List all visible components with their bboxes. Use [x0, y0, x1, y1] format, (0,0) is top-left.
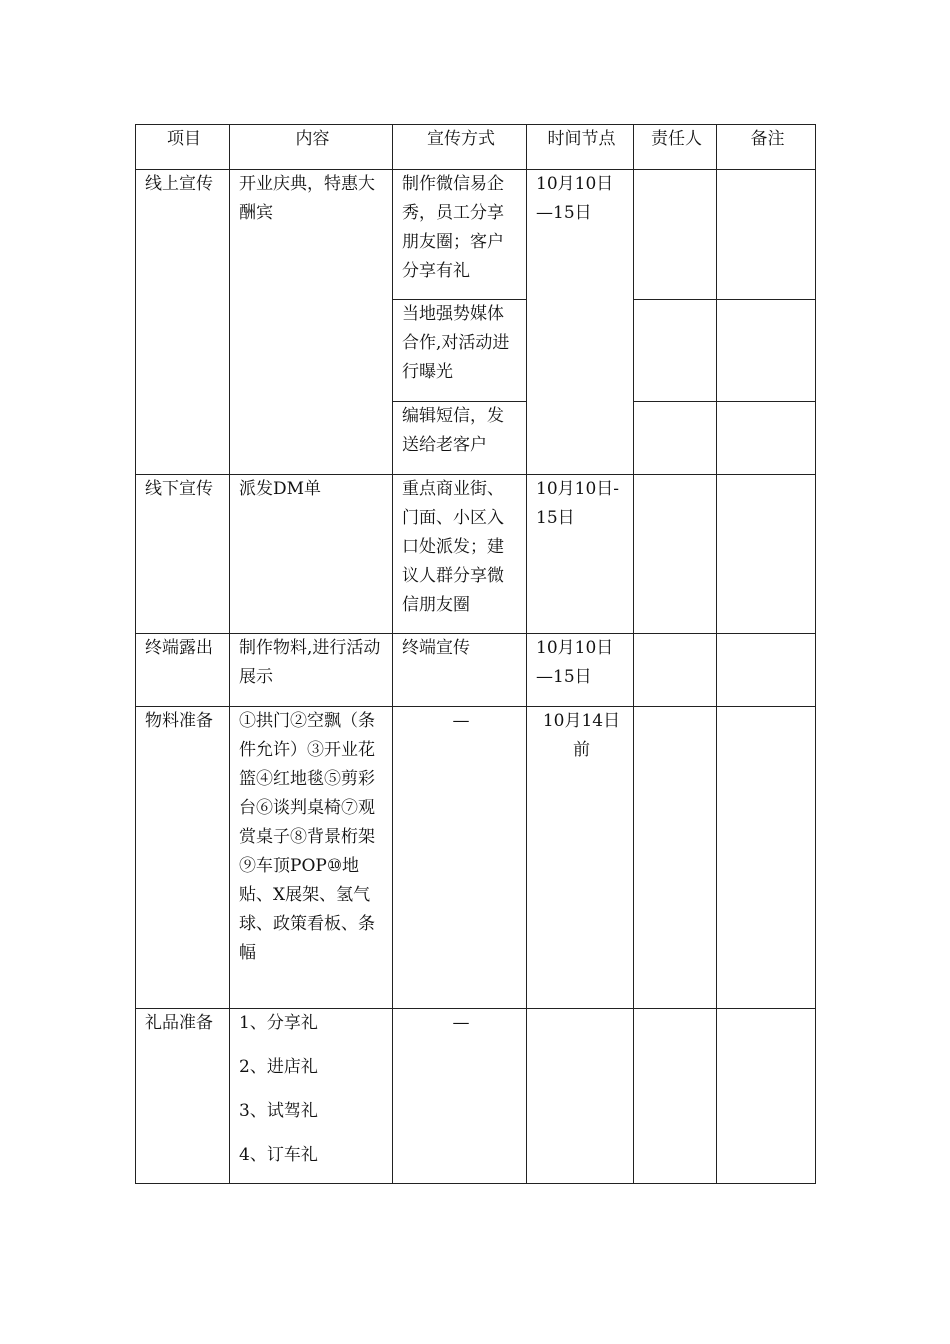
row-notes-gifts	[717, 1009, 816, 1184]
row-owner-online-2	[634, 300, 717, 402]
row-content-gifts	[230, 1009, 393, 1184]
row-method-terminal: 终端宣传	[393, 634, 527, 707]
row-item-offline: 线下宣传	[136, 475, 230, 634]
table-row	[136, 707, 816, 1009]
gift-item: 2、进店礼	[239, 1057, 318, 1077]
header-method: 宣传方式	[393, 125, 527, 170]
row-owner-terminal	[634, 634, 717, 707]
row-method-materials: —	[393, 707, 527, 1009]
row-time-terminal: 10月10日—15日	[527, 634, 634, 707]
gift-item: 1、分享礼	[239, 1013, 318, 1033]
row-method-online-1: 制作微信易企秀，员工分享朋友圈；客户分享有礼	[393, 170, 527, 300]
table-row	[136, 475, 816, 634]
row-content-materials: ①拱门②空飘（条件允许）③开业花篮④红地毯⑤剪彩台⑥谈判桌椅⑦观赏桌子⑧背景桁架⑨车顶POP⑩地贴、X展架、氢气球、政策看板、条幅	[230, 707, 393, 1009]
row-owner-online-3	[634, 402, 717, 475]
row-time-materials: 10月14日前	[527, 707, 634, 1009]
row-owner-materials	[634, 707, 717, 1009]
header-item: 项目	[136, 125, 230, 170]
table-row	[136, 1009, 816, 1184]
row-owner-gifts	[634, 1009, 717, 1184]
row-content-offline: 派发DM单	[230, 475, 393, 634]
row-notes-online-1	[717, 170, 816, 300]
row-notes-materials	[717, 707, 816, 1009]
row-item-online: 线上宣传	[136, 170, 230, 475]
row-notes-online-2	[717, 300, 816, 402]
row-method-online-2: 当地强势媒体合作,对活动进行曝光	[393, 300, 527, 402]
header-owner: 责任人	[634, 125, 717, 170]
row-method-gifts: —	[393, 1009, 527, 1184]
row-method-online-3: 编辑短信，发送给老客户	[393, 402, 527, 475]
header-content: 内容	[230, 125, 393, 170]
table-row	[136, 634, 816, 707]
gift-item: 3、试驾礼	[239, 1101, 318, 1121]
row-content-terminal: 制作物料,进行活动展示	[230, 634, 393, 707]
header-time: 时间节点	[527, 125, 634, 170]
row-time-gifts	[527, 1009, 634, 1184]
header-notes: 备注	[717, 125, 816, 170]
activity-plan-table	[135, 124, 816, 1184]
row-time-offline: 10月10日-15日	[527, 475, 634, 634]
row-content-online: 开业庆典，特惠大酬宾	[230, 170, 393, 475]
row-notes-terminal	[717, 634, 816, 707]
row-time-online: 10月10日—15日	[527, 170, 634, 475]
row-item-terminal: 终端露出	[136, 634, 230, 707]
row-item-materials: 物料准备	[136, 707, 230, 1009]
row-notes-online-3	[717, 402, 816, 475]
table-header-row	[136, 125, 816, 170]
row-item-gifts: 礼品准备	[136, 1009, 230, 1184]
row-notes-offline	[717, 475, 816, 634]
gift-item: 4、订车礼	[239, 1145, 318, 1165]
table-row	[136, 170, 816, 300]
row-owner-online-1	[634, 170, 717, 300]
row-owner-offline	[634, 475, 717, 634]
row-method-offline: 重点商业街、门面、小区入口处派发；建议人群分享微信朋友圈	[393, 475, 527, 634]
